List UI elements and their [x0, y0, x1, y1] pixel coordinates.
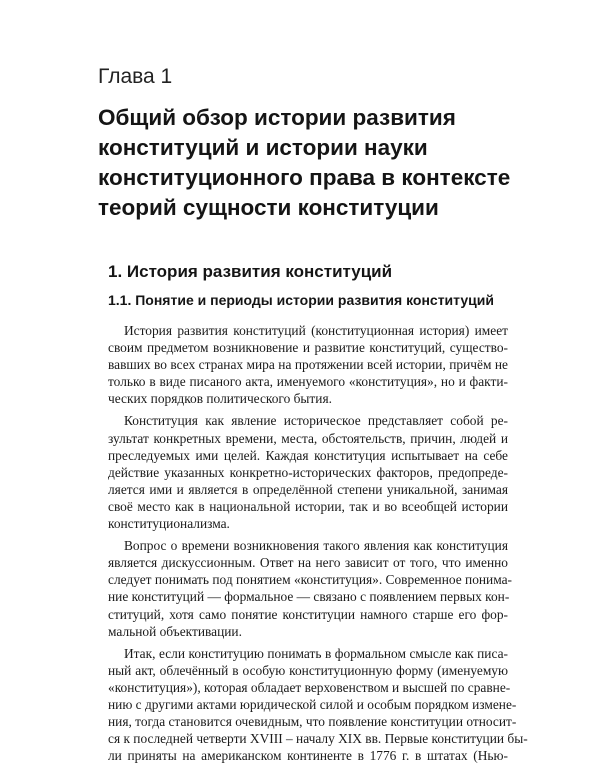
text-line: своим предметом возникновение и развитие конституций, существо-: [108, 340, 508, 356]
text-line: ния, тогда становится очевидным, что появление конституции относит-: [108, 714, 517, 730]
chapter-title-line: Общий обзор истории развития: [98, 105, 456, 130]
subsection-heading: 1.1. Понятие и периоды истории развития конституций: [108, 292, 494, 308]
text-line: действие указанных конкретно-исторических факторов, предопреде-: [108, 464, 508, 480]
section-heading: 1. История развития конституций: [108, 262, 393, 281]
text-line: ный акт, облечённый в особую конституционную форму (именуемую: [108, 662, 508, 678]
text-line: Вопрос о времени возникновения такого явления как конституция: [124, 538, 508, 554]
text-line: ние конституций — формальное — связано с появлением первых кон-: [108, 589, 510, 605]
text-line: вавших во всех странах мира на протяжении всей истории, причём не: [108, 357, 508, 373]
text-line: «конституция»), которая обладает верховенством и высшей по сравне-: [108, 679, 511, 695]
text-line: только в виде писаного акта, именуемого «конституция», но и факти-: [108, 374, 508, 390]
text-line: следует понимать под понятием «конституция». Современное понима-: [108, 572, 513, 588]
chapter-title: [98, 103, 518, 223]
text-line: мальной объективации.: [108, 623, 242, 639]
text-line: конституционализма.: [108, 516, 230, 532]
text-line: нию с другими актами юридической силой и особым порядком измене-: [108, 696, 517, 712]
paragraph: [108, 322, 508, 407]
text-line: является дискуссионным. Ответ на него зависит от того, что именно: [108, 555, 508, 571]
text-line: зультат конкретных времени, места, обстоятельств, причин, людей и: [108, 430, 508, 446]
paragraph: [108, 412, 508, 532]
text-line: Конституция как явление историческое представляет собой ре-: [124, 413, 508, 429]
text-line: своё место как в национальной истории, так и во всеобщей истории: [108, 498, 508, 514]
body-text: [108, 322, 528, 769]
text-line: Итак, если конституцию понимать в формальном смысле как писа-: [124, 645, 508, 661]
text-line: История развития конституций (конституционная история) имеет: [124, 323, 508, 338]
chapter-label: Глава 1: [98, 65, 173, 88]
chapter-title-line: конституций и истории науки: [98, 135, 428, 160]
text-line: ся к последней четверти XVIII – началу XIX вв. Первые конституции бы-: [108, 731, 528, 747]
text-line: ли приняты на американском континенте в 1776 г. в штатах (Нью-: [108, 748, 508, 764]
chapter-title-line: теорий сущности конституции: [98, 195, 439, 220]
text-line: преследуемых ими целей. Каждая конституция испытывает на себе: [108, 447, 508, 463]
paragraph: [108, 645, 528, 765]
text-line: ституций, хотя само понятие конституции намного старше его фор-: [108, 606, 508, 622]
text-line: ческих порядков политического бытия.: [108, 391, 332, 407]
paragraph: [108, 537, 513, 640]
chapter-title-line: конституционного права в контексте: [98, 165, 511, 190]
text-line: ляется ими и является в определённой степени уникальной, занимая: [108, 481, 508, 497]
